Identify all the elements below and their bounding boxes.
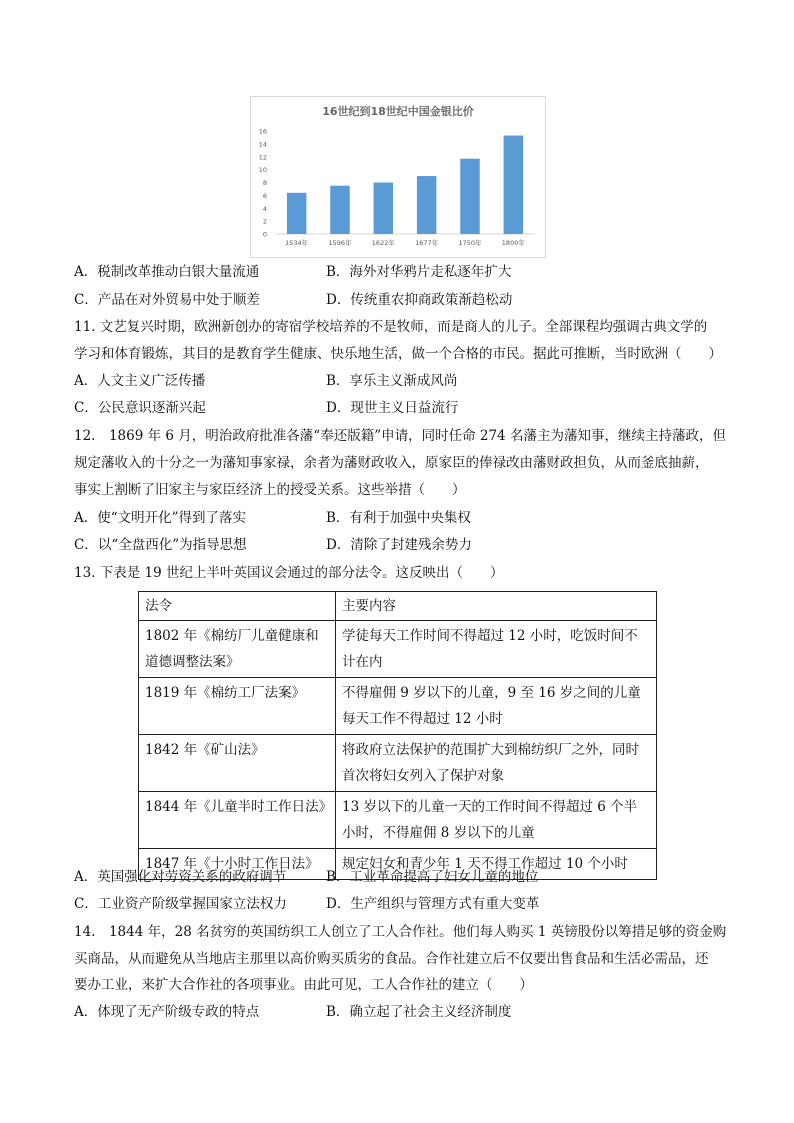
q13-stem: 13. 下表是 19 世纪上半叶英国议会通过的部分法令。这反映出（ ） [74,565,504,581]
table-row [139,792,657,849]
q14-option-b: B．确立起了社会主义经济制度 [326,1004,512,1020]
chart-canvas [251,97,545,257]
y-tick-label: 2 [262,217,267,226]
q11-stem-line-1: 11. 文艺复兴时期，欧洲新创办的寄宿学校培养的不是牧师，而是商人的儿子。全部课程均强调古典文学的 [74,319,708,335]
q10-option-d: D．传统重农抑商政策渐趋松动 [326,292,513,308]
table-cell-law: 1819 年《棉纺工厂法案》 [139,678,336,735]
table-cell-content: 不得雇佣 9 岁以下的儿童，9 至 16 岁之间的儿童每天工作不得超过 12 小时 [336,678,657,735]
q12-stem-line-2: 规定藩收入的十分之一为藩知事家禄，余者为藩财政收入，原家臣的俸禄改由藩财政担负，从而釜底抽薪， [74,455,709,471]
y-tick-label: 16 [258,127,267,136]
q14-stem-line-3: 要办工业，来扩大合作社的各项事业。由此可见，工人合作社的建立（ ） [74,977,533,993]
x-tick-label: 1800年 [501,239,525,247]
q12-option-a: A．使“文明开化”得到了落实 [74,510,247,526]
q13-option-b: B．工业革命提高了妇女儿童的地位 [326,869,539,885]
q12-option-d: D．清除了封建残余势力 [326,537,472,553]
q12-option-b: B．有利于加强中央集权 [326,510,471,526]
bar [504,136,524,234]
y-tick-label: 8 [262,179,267,187]
table-cell-law: 1844 年《儿童半时工作日法》 [139,792,336,849]
q11-stem-line-2: 学习和体育锻炼，其目的是教育学生健康、快乐地生活，做一个合格的市民。据此可推断，当时欧洲（ ） [74,346,722,362]
q12-stem-line-1: 12. 1869 年 6 月，明治政府批准各藩“奉还版籍”申请，同时任命 274 名藩主为藩知事，继续主持藩政，但 [74,428,726,444]
q11-option-b: B．享乐主义渐成风尚 [326,373,458,389]
q13-option-c: C．工业资产阶级掌握国家立法权力 [74,896,287,912]
x-tick-label: 1677年 [415,239,439,247]
q14-option-a: A．体现了无产阶级专政的特点 [74,1004,260,1020]
q12-stem-line-3: 事实上割断了旧家主与家臣经济上的授受关系。这些举措（ ） [74,482,466,498]
table-cell-law: 1802 年《棉纺厂儿童健康和道德调整法案》 [139,621,336,678]
laws-table [138,591,657,880]
table-cell-content: 13 岁以下的儿童一天的工作时间不得超过 6 个半小时，不得雇佣 8 岁以下的儿童 [336,792,657,849]
q11-option-c: C．公民意识逐渐兴起 [74,400,206,416]
table-cell-law: 1847 年《十小时工作日法》 [139,849,336,880]
x-tick-label: 1534年 [285,239,309,247]
bar [417,176,437,234]
table-cell-content: 规定妇女和青少年 1 天不得工作超过 10 个小时 [336,849,657,880]
y-tick-label: 14 [258,140,267,149]
table-header-law: 法令 [139,592,336,621]
q13-option-a: A．英国强化对劳资关系的政府调节 [74,869,287,885]
table-cell-content: 学徒每天工作时间不得超过 12 小时，吃饭时间不计在内 [336,621,657,678]
y-tick-label: 12 [258,153,267,162]
q14-stem-line-1: 14. 1844 年，28 名贫穷的英国纺织工人创立了工人合作社。他们每人购买 1 英镑股份以筹措足够的资金购 [74,924,727,940]
gold-silver-ratio-chart [250,96,546,258]
table-row [139,735,657,792]
q11-option-a: A．人文主义广泛传播 [74,373,206,389]
q14-stem-line-2: 买商品，从而避免从当地店主那里以高价购买质劣的食品。合作社建立后不仅要出售食品和生活必需品，还 [74,951,709,967]
x-tick-label: 1596年 [328,239,352,247]
q10-option-a: A．税制改革推动白银大量流通 [74,264,260,280]
table-row [139,621,657,678]
y-tick-label: 4 [262,204,267,213]
table-header-row [139,592,657,621]
q10-option-b: B．海外对华鸦片走私逐年扩大 [326,264,512,280]
y-tick-label: 6 [262,191,267,200]
bar [460,159,480,234]
bar [374,183,394,235]
x-tick-label: 1622年 [371,239,395,247]
table-cell-content: 将政府立法保护的范围扩大到棉纺织厂之外，同时首次将妇女列入了保护对象 [336,735,657,792]
q10-option-c: C．产品在对外贸易中处于顺差 [74,292,260,308]
table-cell-law: 1842 年《矿山法》 [139,735,336,792]
bar [330,186,350,234]
x-tick-label: 1750年 [458,239,482,247]
table-row [139,678,657,735]
table-header-content: 主要内容 [336,592,657,621]
q11-option-d: D．现世主义日益流行 [326,400,459,416]
bar [287,193,307,234]
y-tick-label: 0 [262,230,267,239]
chart-title: 16世纪到18世纪中国金银比价 [322,105,474,118]
q13-option-d: D．生产组织与管理方式有重大变革 [326,896,540,912]
q12-option-c: C．以“全盘西化”为指导思想 [74,537,247,553]
y-tick-label: 10 [258,166,267,175]
